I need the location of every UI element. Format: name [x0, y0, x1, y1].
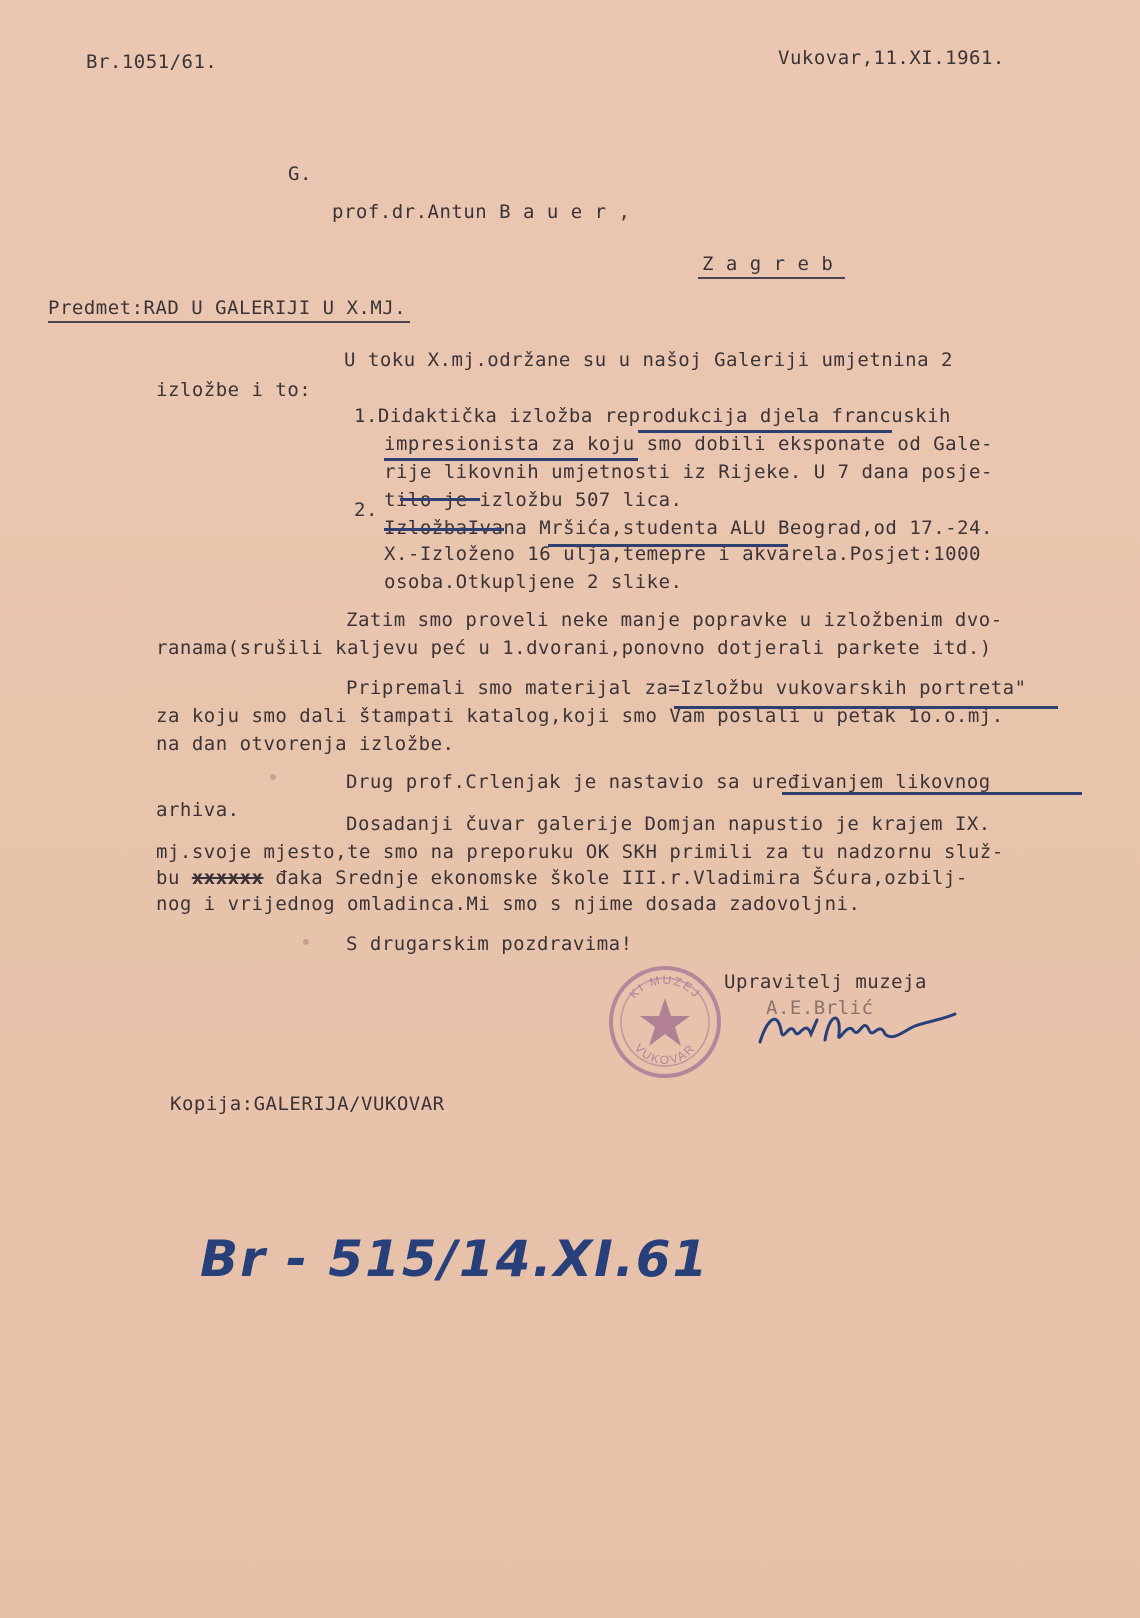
item1-line-1: 1.Didaktička izložba reprodukcija djela francuskih [354, 405, 951, 427]
subject-text: RAD U GALERIJI U X.MJ. [143, 297, 407, 319]
signature-name: A.E.Brlić [766, 997, 874, 1019]
signature-scribble [755, 1000, 965, 1060]
addressee-name: prof.dr.Antun B a u e r , [332, 201, 631, 223]
para5-line-2: mj.svoje mjesto,te smo na preporuku OK SKH primili za tu nadzornu služ- [156, 841, 1004, 863]
pen-underline [384, 458, 638, 461]
item1-line-3: rije likovnih umjetnosti iz Rijeke. U 7 dana posje- [384, 461, 993, 483]
signature-title: Upravitelj muzeja [724, 971, 927, 993]
copy-line: Kopija:GALERIJA/VUKOVAR [170, 1093, 445, 1115]
salutation: G. [288, 163, 312, 185]
pen-underline [384, 528, 504, 531]
intro-line-1: U toku X.mj.održane su u našoj Galeriji umjetnina 2 [344, 349, 953, 371]
para3-line-3: na dan otvorenja izložbe. [156, 733, 455, 755]
addressee-city: Z a g r e b [698, 252, 845, 279]
museum-stamp [605, 962, 725, 1082]
para4-line-2: arhiva. [156, 799, 240, 821]
subject-label: Predmet: [48, 297, 144, 319]
item2-line-3: osoba.Otkupljene 2 slike. [384, 571, 683, 593]
subject-line [48, 296, 410, 323]
struck-out-word: xxxxxx [191, 867, 264, 889]
pen-underline [638, 430, 892, 433]
item1-line-4: tilo je izložbu 507 lica. [384, 489, 683, 511]
para3-line-2: za koju smo dali štampati katalog,koji smo Vam poslali u petak 1o.o.mj. [156, 705, 1004, 727]
svg-text:VUKOVAR [632, 1041, 699, 1067]
para2-line-1: Zatim smo proveli neke manje popravke u izložbenim dvo- [346, 609, 1003, 631]
item2-line-2: X.-Izloženo 16 ulja,temepre i akvarela.Posjet:1000 [384, 543, 981, 565]
paper-mark [303, 939, 309, 945]
para2-line-2: ranama(srušili kaljevu peć u 1.dvorani,ponovno dotjerali parkete itd.) [156, 637, 992, 659]
para5-line-1: Dosadanji čuvar galerije Domjan napustio je krajem IX. [346, 813, 991, 835]
stamp-top-text: KI MUZEJ [626, 972, 704, 1002]
para5-line-4: nog i vrijednog omladinca.Mi smo s njime dosada zadovoljni. [156, 893, 861, 915]
reference-number: Br.1051/61. [86, 51, 218, 73]
para5-line3-start: bu [156, 867, 192, 889]
para5-line3-end: đaka Srednje ekonomske škole III.r.Vladimira Šćura,ozbilj- [263, 867, 968, 889]
item2-line-1: IzložbaIvana Mršića,studenta ALU Beograd,od 17.-24. [384, 517, 993, 539]
pen-underline [400, 498, 480, 501]
paper-mark [270, 774, 276, 780]
item1-line-2: impresionista za koju smo dobili eksponate od Gale- [384, 433, 993, 455]
intro-line-2: izložbe i to: [156, 379, 312, 401]
pen-underline [674, 706, 1058, 709]
closing-greeting: S drugarskim pozdravima! [346, 933, 633, 955]
item2-number: 2. [354, 499, 378, 521]
stamp-bottom-text: VUKOVAR [631, 1040, 699, 1068]
para4-line-1: Drug prof.Crlenjak je nastavio sa uređivanjem likovnog [346, 771, 991, 793]
pen-underline [548, 544, 788, 547]
star-icon [640, 998, 690, 1046]
place-date: Vukovar,11.XI.1961. [778, 47, 1005, 69]
handwritten-note: Br - 515/14.XI.61 [200, 1230, 710, 1288]
para3-line-1: Pripremali smo materijal za=Izložbu vukovarskih portreta" [346, 677, 1027, 699]
pen-underline [782, 792, 1082, 795]
para5-line-3 [156, 866, 968, 890]
